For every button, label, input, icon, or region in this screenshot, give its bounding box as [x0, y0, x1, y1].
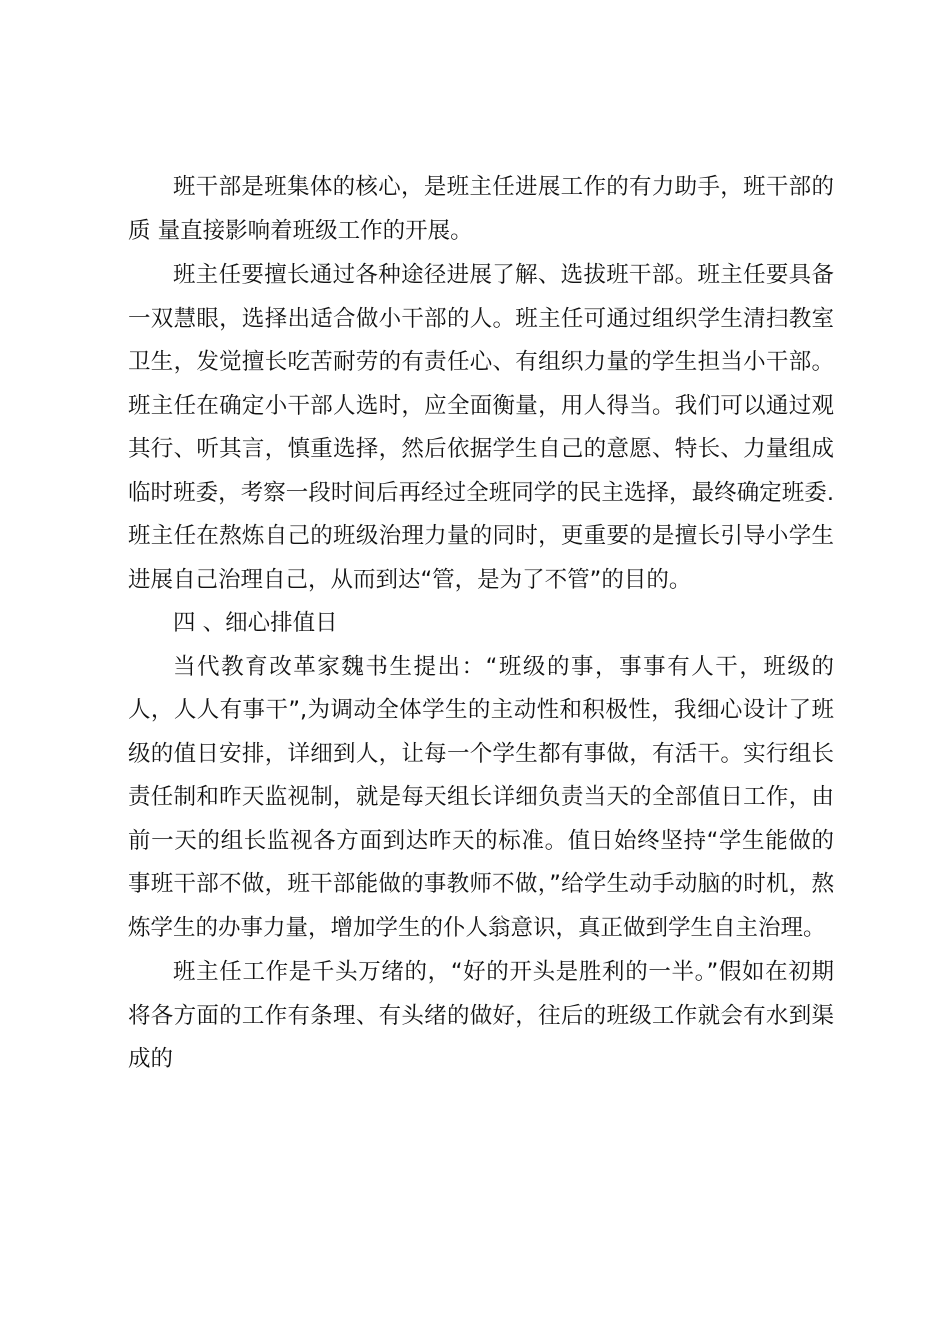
paragraph-duty-arrangement: 当代教育改革家魏书生提出：“班级的事，事事有人干，班级的人，人人有事干”,为调动全体学生的主动性和积极性，我细心设计了班级的值日安排，详细到人，让每一个学生都有事做，有活干。实行组长责任制和昨天监视制，就是每天组长详细负责当天的全部值日工作，由前一天的组长监视各方面到达昨天的标准。值日始终坚持“学生能做的事班干部不做，班干部能做的事教师不做，”给学生动手动脑的时机，熬炼学生的办事力量，增加学生的仆人翁意识，真正做到学生自主治理。	[128, 653, 834, 941]
paragraph-select-class-cadres: 班主任要擅长通过各种途径进展了解、选拔班干部。班主任要具备一双慧眼，选择出适合做小干部的人。班主任可通过组织学生清扫教室卫生，发觉擅长吃苦耐劳的有责任心、有组织力量的学生担当小干部。班主任在确定小干部人选时，应全面衡量，用人得当。我们可以通过观其行、听其言，慎重选择，然后依据学生自己的意愿、特长、力量组成临时班委，考察一段时间后再经过全班同学的民主选择，最终确定班委.班主任在熬炼自己的班级治理力量的同时，更重要的是擅长引导小学生进展自己治理自己，从而到达“管，是为了不管”的目的。	[128, 262, 834, 593]
section-heading-duty-schedule: 四 、细心排值日	[173, 610, 338, 636]
document-body	[128, 166, 834, 1082]
paragraph-class-cadres-core: 班干部是班集体的核心，是班主任进展工作的有力助手，班干部的质 量直接影响着班级工作的开展。	[128, 174, 834, 244]
paragraph-good-beginning: 班主任工作是千头万绪的，“好的开头是胜利的一半。”假如在初期将各方面的工作有条理、有头绪的做好，往后的班级工作就会有水到渠成的	[128, 959, 834, 1072]
